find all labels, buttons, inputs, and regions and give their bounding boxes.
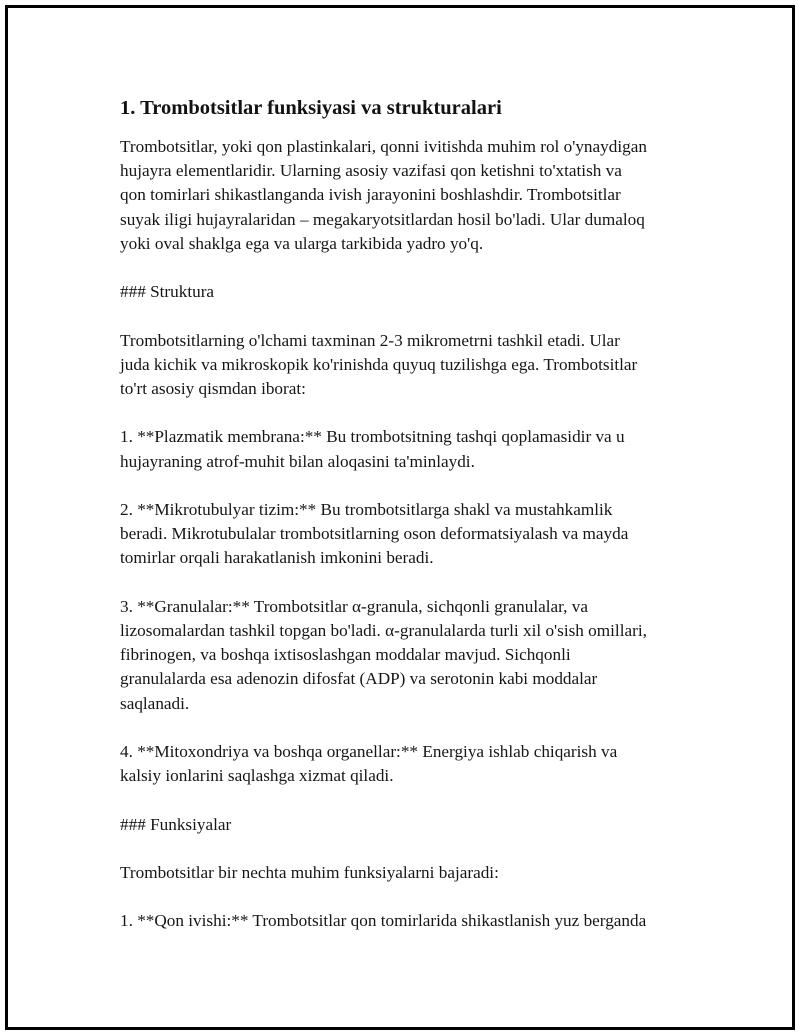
list-item-granulalar: 3. **Granulalar:** Trombotsitlar α-granula, sichqonli granulalar, va lizosomalardan tashkil topgan bo'ladi. α-granulalarda turli xil o'sish omillari, fibrinogen, va boshqa ixtisoslashgan moddalar mavjud. Sichqonli granulalarda esa adenozin difosfat (ADP) va serotonin kabi moddalar saqlanadi. bbox=[120, 596, 647, 713]
list-item-qon-ivishi: 1. **Qon ivishi:** Trombotsitlar qon tomirlarida shikastlanish yuz berganda bbox=[120, 911, 647, 931]
paragraph-funksiyalar: Trombotsitlar bir nechta muhim funksiyalarni bajaradi: bbox=[120, 862, 499, 882]
document-body bbox=[120, 94, 700, 958]
document-title: 1. Trombotsitlar funksiyasi va strukturalari bbox=[120, 97, 502, 119]
list-item-plazmatik-membrana: 1. **Plazmatik membrana:** Bu trombotsitning tashqi qoplamasidir va u hujayraning atrof-muhit bilan aloqasini ta'minlaydi. bbox=[120, 427, 625, 471]
list-item-mitoxondriya: 4. **Mitoxondriya va boshqa organellar:** Energiya ishlab chiqarish va kalsiy ionlarini saqlashga xizmat qiladi. bbox=[120, 741, 618, 786]
paragraph-intro: Trombotsitlar, yoki qon plastinkalari, qonni ivitishda muhim rol o'ynaydigan hujayra elementlaridir. Ularning asosiy vazifasi qon ketishni to'xtatish va qon tomirlari shikastlanganda ivish jarayonini boshlashdir. Trombotsitlar suyak iligi hujayralaridan – megakaryotsitlardan hosil bo'ladi. Ular dumaloq yoki oval shaklga ega va ularga tarkibida yadro yo'q. bbox=[120, 137, 647, 253]
list-item-mikrotubulyar-tizim: 2. **Mikrotubulyar tizim:** Bu trombotsitlarga shakl va mustahkamlik beradi. Mikrotubulalar trombotsitlarning oson deformatsiyalash va mayda tomirlar orqali harakatlanish imkonini beradi. bbox=[120, 499, 629, 568]
heading-funksiyalar: ### Funksiyalar bbox=[120, 814, 232, 834]
page-frame bbox=[5, 5, 795, 1030]
heading-struktura: ### Struktura bbox=[120, 282, 215, 302]
paragraph-struktura: Trombotsitlarning o'lchami taxminan 2-3 mikrometrni tashkil etadi. Ular juda kichik va mikroskopik ko'rinishda quyuq tuzilishga ega. Trombotsitlar to'rt asosiy qismdan iborat: bbox=[120, 330, 638, 398]
